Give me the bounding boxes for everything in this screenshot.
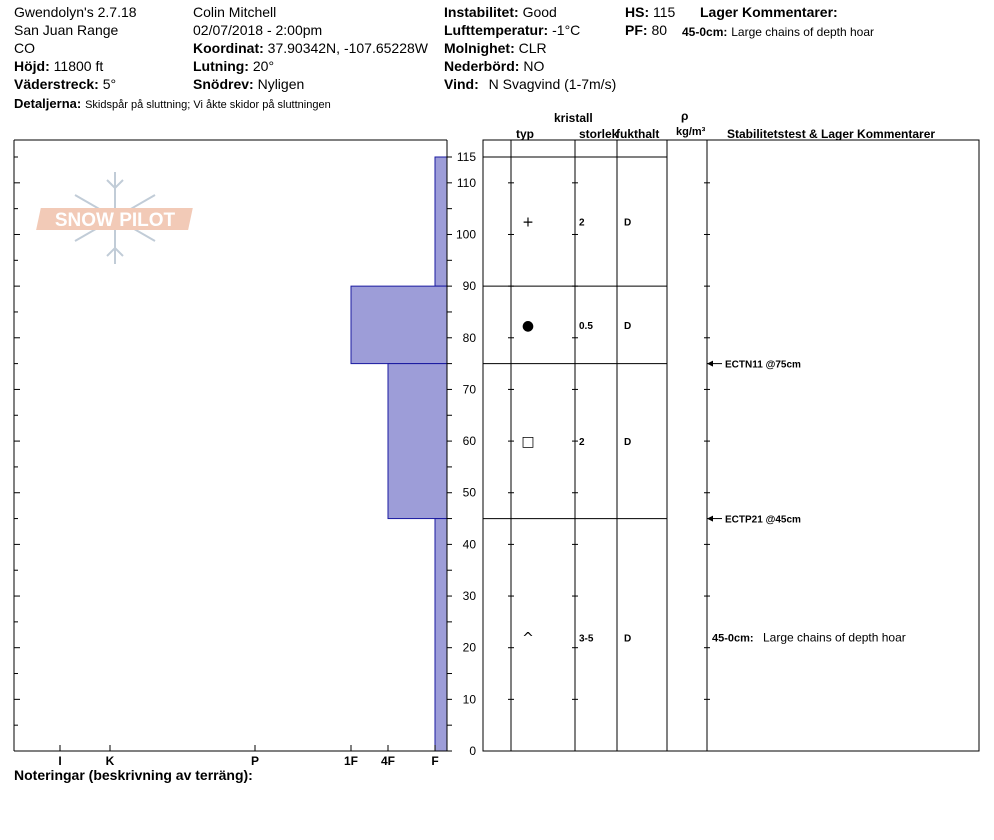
- hardness-tick-label: 1F: [343, 754, 359, 768]
- datetime: 02/07/2018 - 2:00pm: [193, 22, 323, 38]
- test-arrow-head: [707, 516, 713, 522]
- stability-value: Good: [522, 4, 557, 20]
- depth-tick-label: 110: [456, 175, 476, 190]
- depth-tick-label: 80: [462, 330, 476, 345]
- depth-tick-label: 0: [469, 744, 476, 758]
- grain-type-symbol: ●: [521, 317, 535, 334]
- slope-label: Lutning:: [193, 58, 249, 74]
- grain-size-value: 2: [579, 437, 585, 449]
- pf-label: PF:: [625, 22, 648, 38]
- depth-tick-label: 50: [462, 485, 476, 500]
- moisture-value: D: [624, 320, 632, 332]
- depth-tick-label: 20: [462, 640, 476, 655]
- sky-value: CLR: [518, 40, 547, 56]
- size-header: storlek: [579, 127, 619, 141]
- coord-value: 37.90342N, -107.65228W: [267, 40, 428, 56]
- grain-size-value: 0.5: [579, 320, 593, 332]
- range-name: San Juan Range: [14, 22, 119, 38]
- aspect-label: Väderstreck:: [14, 76, 99, 92]
- wind-loading-value: Nyligen: [257, 76, 305, 92]
- site-name: Gwendolyn's 2.7.18: [14, 4, 137, 20]
- crystal-header: kristall: [554, 111, 593, 125]
- layer-comment-text: Large chains of depth hoar: [731, 25, 875, 39]
- wind-label: Vind:: [444, 76, 479, 92]
- grain-type-symbol: ^: [522, 630, 534, 647]
- stability-tests-header: Stabilitetstest & Lager Kommentarer: [727, 127, 936, 141]
- wind-loading-label: Snödrev:: [193, 76, 254, 92]
- layers-table-frame: [483, 140, 979, 751]
- depth-tick-label: 60: [462, 434, 476, 449]
- hardness-tick-label: K: [105, 754, 115, 768]
- details-value: Skidspår på sluttning; Vi åkte skidor på sluttningen: [85, 99, 331, 111]
- pf-value: 80: [651, 22, 668, 38]
- depth-tick-label: 90: [462, 279, 476, 294]
- air-temp-label: Lufttemperatur:: [444, 22, 549, 38]
- slope-value: 20°: [252, 58, 275, 74]
- wind-value: N Svagvind (1-7m/s): [488, 76, 617, 92]
- hs-value: 115: [653, 4, 676, 20]
- coord-label: Koordinat:: [193, 40, 264, 56]
- snowpilot-logo-text: SNOW PILOT: [54, 210, 176, 231]
- moisture-value: D: [624, 217, 632, 229]
- moisture-value: D: [624, 437, 632, 449]
- moisture-value: D: [624, 633, 632, 645]
- elevation-label: Höjd:: [14, 58, 50, 74]
- depth-tick-label: 40: [462, 537, 476, 552]
- observer: Colin Mitchell: [193, 4, 277, 20]
- test-arrow-head: [707, 361, 713, 367]
- notes-label: Noteringar (beskrivning av terräng):: [14, 767, 253, 783]
- grain-type-symbol: +: [522, 214, 534, 231]
- grain-size-value: 2: [579, 217, 585, 229]
- hardness-tick-label: F: [431, 754, 439, 768]
- hs-label: HS:: [625, 4, 650, 20]
- state-name: CO: [14, 40, 35, 56]
- moisture-header: fukthalt: [616, 127, 660, 141]
- layer-comments-heading: Lager Kommentarer:: [700, 4, 838, 20]
- grain-type-symbol: □: [521, 434, 535, 451]
- rho-header: ρ: [681, 109, 689, 123]
- air-temp-value: -1°C: [552, 22, 581, 38]
- hardness-bar-3: [435, 519, 447, 751]
- depth-tick-label: 115: [456, 150, 476, 164]
- hardness-tick-label: I: [58, 754, 62, 768]
- depth-tick-label: 10: [462, 692, 476, 707]
- hardness-bar-1: [351, 286, 447, 363]
- density-unit-header: kg/m³: [676, 126, 706, 138]
- snowpilot-logo: [36, 172, 193, 264]
- grain-size-value: 3-5: [579, 633, 594, 645]
- depth-tick-label: 30: [462, 589, 476, 604]
- depth-tick-label: 70: [462, 382, 476, 397]
- type-header: typ: [516, 127, 534, 141]
- sky-label: Molnighet:: [444, 40, 515, 56]
- stability-label: Instabilitet:: [444, 4, 519, 20]
- depth-tick-label: 100: [455, 227, 476, 242]
- hardness-tick-label: P: [250, 754, 260, 768]
- elevation-value: 11800 ft: [53, 58, 104, 74]
- aspect-value: 5°: [102, 76, 117, 92]
- stability-test-label: ECTN11 @75cm: [725, 359, 801, 371]
- details-label: Detaljerna:: [14, 96, 82, 111]
- precip-value: NO: [523, 58, 545, 74]
- hardness-bar-0: [435, 157, 447, 286]
- layer-comment-text-label: Large chains of depth hoar: [763, 630, 906, 645]
- hardness-tick-label: 4F: [380, 754, 396, 768]
- layer-comment-range-label: 45-0cm:: [712, 632, 754, 645]
- stability-test-label: ECTP21 @45cm: [725, 514, 801, 526]
- hardness-bar-2: [388, 364, 447, 519]
- layer-comment-range: 45-0cm:: [682, 25, 728, 39]
- precip-label: Nederbörd:: [444, 58, 520, 74]
